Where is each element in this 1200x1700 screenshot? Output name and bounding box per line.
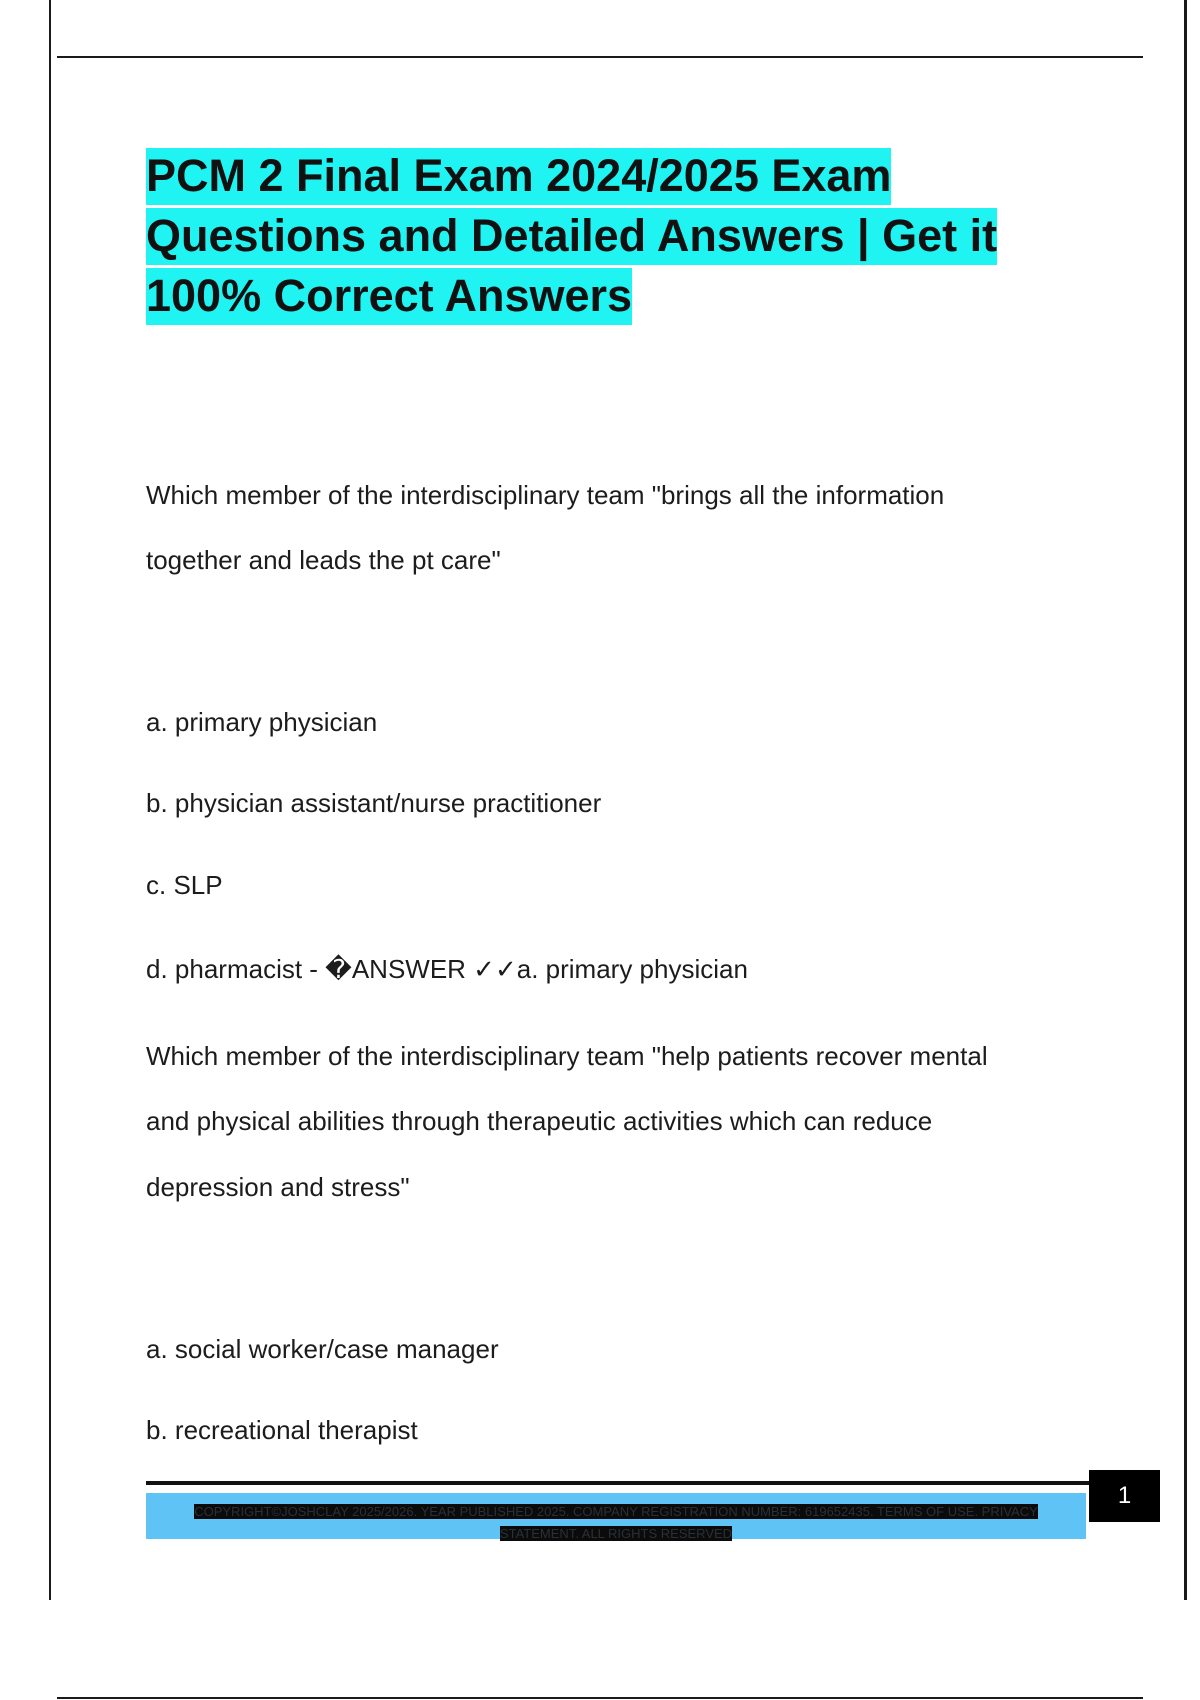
question-1-option-c: c. SLP: [146, 870, 223, 900]
question-2-prompt-line-2: and physical abilities through therapeutic activities which can reduce: [146, 1106, 933, 1136]
title-highlight: PCM 2 Final Exam 2024/2025 Exam Questions and Detailed Answers | Get it 100% Correct Answers: [146, 148, 997, 325]
question-2-option-b: b. recreational therapist: [146, 1415, 418, 1445]
question-2-prompt-line-3: depression and stress": [146, 1172, 410, 1202]
footer-copyright: [176, 1501, 1056, 1545]
question-1-option-a: a. primary physician: [146, 707, 378, 737]
footer-copyright-text: COPYRIGHT©JOSHCLAY 2025/2026. YEAR PUBLISHED 2025. COMPANY REGISTRATION NUMBER: 619652435. TERMS OF USE. PRIVACY STATEMENT. ALL RIGHTS RESERVED: [194, 1504, 1038, 1541]
footer-rule: [146, 1481, 1091, 1485]
page-border-right: [1184, 0, 1187, 1600]
header-rule: [57, 56, 1143, 58]
page-number: 1: [1089, 1470, 1160, 1522]
question-1-prompt-line-2: together and leads the pt care": [146, 545, 501, 575]
next-page-top-rule: [57, 1697, 1143, 1699]
page-border-left: [49, 0, 51, 1600]
question-1-prompt-line-1: Which member of the interdisciplinary team "brings all the information: [146, 480, 945, 510]
document-title: [146, 146, 1086, 326]
question-2-prompt-line-1: Which member of the interdisciplinary team "help patients recover mental: [146, 1041, 988, 1071]
question-1-option-b: b. physician assistant/nurse practitioner: [146, 788, 602, 818]
question-1-option-d-answer: d. pharmacist - �ANSWER ✓✓a. primary physician: [146, 954, 748, 984]
question-2-option-a: a. social worker/case manager: [146, 1334, 499, 1364]
